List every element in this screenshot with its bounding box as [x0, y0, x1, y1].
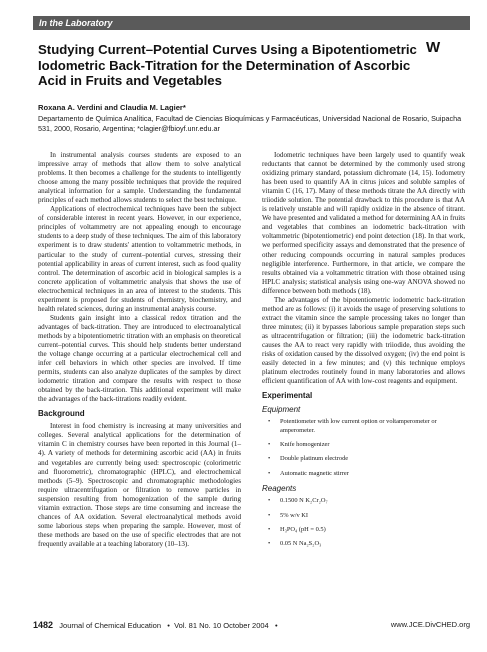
page-footer: 1482 Journal of Chemical Education • Vol. 81 No. 10 October 2004 • www.JCE.DivCHED.org	[33, 620, 470, 630]
right-column	[262, 151, 465, 606]
journal-name: Journal of Chemical Education	[59, 621, 162, 630]
reagent-item: • 0.1500 N K₂Cr₂O₇	[268, 497, 465, 505]
reagents-heading: Reagents	[262, 484, 297, 494]
intro-paragraph-2: Applications of electrochemical techniques have been the subject of considerable interest in recent years. However, in our experience, principles of voltammetry are not appealing enough to encourage students to a deep study of these techniques. The aim of this laboratory experiment is to draw students' attention to voltammetric methods, in particular to the study of current–potential curves, stressing their potential applicability in areas of current interest, such as food quality control. The determination of ascorbic acid in biological samples is a concrete application of voltammetric analysis that shows the use of electrochemical techniques in an area of interest to the students. This experiment is proposed for students of chemistry, biochemistry, and health related sciences, during an instrumental analysis course.	[38, 205, 241, 313]
intro-paragraph-1: In instrumental analysis courses students are exposed to an impressive array of methods that allow them to solve analytical problems. It then becomes a challenge for the students to intelligently choose among the many possible techniques that provide the required analytical information for a sample. Understanding the fundamental principles of each method allows students to select the best technique.	[38, 151, 241, 205]
section-label: In the Laboratory	[39, 18, 113, 28]
equipment-heading: Equipment	[262, 405, 301, 415]
experimental-heading: Experimental	[262, 391, 313, 401]
equipment-item: • Potentiometer with low current option or voltamperometer or amperometer.	[268, 418, 465, 435]
equipment-item: • Automatic magnetic stirrer	[268, 470, 465, 478]
equipment-item: • Knife homogenizer	[268, 441, 465, 449]
author-list: Roxana A. Verdini and Claudia M. Lagier*	[38, 103, 186, 112]
article-title: Studying Current–Potential Curves Using a Bipotentiometric Iodometric Back-Titration for the Determination of Ascorbic Acid in Fruits and Vegetables	[38, 42, 417, 88]
intro-paragraph-3: Students gain insight into a classical redox titration and the advantages of back-titration. They are introduced to electroanalytical methods by a bipotentiometric titration with an emphasis on theoretical current–potential curves. This should help students better understand the voltage change occurring at a particular electrochemical cell and infer cell behaviors in which other species are involved. If time permits, students can also analyze duplicates of the samples by direct iodometric titration and compare the results with respect to those obtained by the back-titration. This additional experiment will make the advantages of the back-titrations readily evident.	[38, 313, 241, 404]
reagents-list	[262, 497, 465, 549]
reagent-item: • 0.05 N Na₂S₂O₃	[268, 540, 465, 548]
affiliation: Departamento de Química Analítica, Facultad de Ciencias Bioquímicas y Farmacéuticas, Universidad Nacional de Rosario, Suipacha 531, 2000, Rosario, Argentina; *clagier@fbioyf.unr.edu.ar	[38, 114, 462, 133]
body-paragraph-2: The advantages of the bipotentiometric iodometric back-titration method are as follows: (i) it avoids the usage of preserving solutions to extract the vitamin since the sample processing takes no longer than three minutes; (ii) it bypasses laborious sample preparation steps such as ultracentrifugation or filtration; (iii) the iodometric back-titration causes the AA to react very rapidly with triiodide, thus avoiding the risks of oxidation caused by the dissolved oxygen; (iv) the end point is easily detected in a few minutes; and (v) this technique employs platinum electrodes routinely found in many laboratories and allows efficient quantification of AA with low-cost reagents and equipment.	[262, 295, 465, 386]
section-header-bar	[33, 16, 470, 30]
page-number: 1482	[33, 620, 54, 630]
equipment-list	[262, 418, 465, 478]
left-column	[38, 151, 241, 606]
equipment-item: • Double platinum electrode	[268, 455, 465, 463]
reagent-item: • 5% w/v KI	[268, 512, 465, 520]
web-supplement-icon: W	[426, 39, 441, 56]
body-paragraph-1: Iodometric techniques have been largely used to quantify weak reductants that cannot be determined by the commonly used strong oxidizing primary standard, potassium dichromate (14, 15). Iodometry has been used to quantify AA in citrus juices and soluble samples of vitamin C (16, 17). Many of these methods titrate the AA directly with triiodide solution. The potential drawback to this procedure is that AA is relatively unstable and will rapidly oxidize in the absence of titrant. We have presented and validated a method for determining AA in fruits and vegetables that combines an iodometric back-titration with voltammetric (bipotentiometric) end point detection (18). In that work, we performed specificity assays and demonstrated that the presence of other reducing compounds occurring in natural samples produces negligible interference. Furthermore, in that article, we compare the results obtained via a voltammetric titration with those obtained using HPLC analysis; statistical analysis using one-way ANOVA showed no difference between both methods (18).	[262, 151, 465, 295]
background-heading: Background	[38, 409, 85, 419]
background-paragraph: Interest in food chemistry is increasing at many universities and colleges. Several analytical applications for the determination of vitamin C in chemistry courses have been reported in this Journal (1–4). A variety of methods for determining ascorbic acid (AA) in fruits and vegetables are currently being used: spectroscopic (colorimetric and fluorometric), chromatographic (HPLC), and electrochemical methods (5–9). Spectroscopic and chromatographic methodologies require ultracentrifugation or filtration to remove particles in suspension resulting from homogenization of the sample during vitamin extraction. Those steps are time consuming and increase the chances of AA oxidation. Several electroanalytical methods avoid some laborious steps when preparing the sample. However, most of these methods are based on the use of specific electrodes that are not frequently available at a teaching laboratory (10–13).	[38, 422, 241, 548]
volume-info: Vol. 81 No. 10 October 2004	[174, 621, 269, 630]
reagent-item: • H₃PO₄ (pH = 0.5)	[268, 526, 465, 534]
journal-url: www.JCE.DivCHED.org	[390, 620, 470, 629]
